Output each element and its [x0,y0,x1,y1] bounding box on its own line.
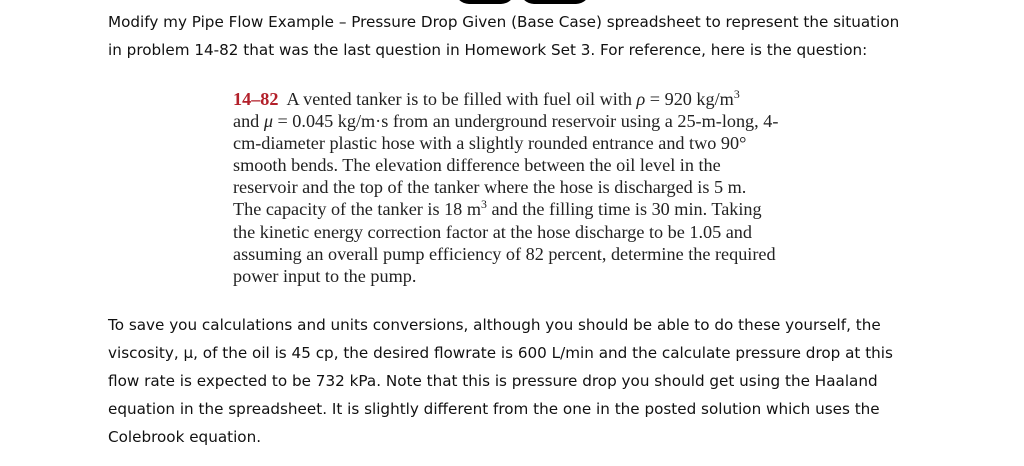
problem-line: assuming an overall pump efficiency of 82 percent, determine the required [233,243,776,264]
problem-line: and μ = 0.045 kg/m·s from an underground reservoir using a 25-m-long, 4- [233,111,779,132]
followup-line: flow rate is expected to be 732 kPa. Note that this is pressure drop you should get using the Haaland [108,372,878,390]
problem-line: 14–82 A vented tanker is to be filled with fuel oil with ρ = 920 $kg/m^3$ [233,86,740,109]
problem-line: smooth bends. The elevation difference between the oil level in the [233,155,721,176]
followup-line: To save you calculations and units conversions, although you should be able to do these yourself, the [108,316,881,334]
problem-line: cm-diameter plastic hose with a slightly rounded entrance and two 90° [233,133,747,154]
followup-line: viscosity, μ, of the oil is 45 cp, the desired flowrate is 600 L/min and the calculate pressure drop at this [108,344,893,362]
followup-line: equation in the spreadsheet. It is slightly different from the one in the posted solution which uses the [108,400,880,418]
problem-line: power input to the pump. [233,265,417,286]
intro-line: Modify my Pipe Flow Example – Pressure Drop Given (Base Case) spreadsheet to represent the situation [108,13,900,31]
problem-line: The capacity of the tanker is 18 $m^3$ and the filling time is 30 min. Taking [233,197,762,220]
problem-line: reservoir and the top of the tanker where the hose is discharged is 5 m. [233,177,747,198]
intro-line: in problem 14-82 that was the last question in Homework Set 3. For reference, here is the question: [108,41,868,59]
intro-paragraph [108,8,1008,64]
problem-number: 14–82 [233,89,279,109]
followup-line: Colebrook equation. [108,428,262,446]
cropped-dark-shape [455,0,515,4]
followup-paragraph [108,311,1008,451]
problem-excerpt [233,88,833,287]
mu-symbol: μ [263,111,273,132]
rho-symbol: ρ [636,89,646,109]
problem-line: the kinetic energy correction factor at the hose discharge to be 1.05 and [233,221,752,242]
cropped-dark-shape [520,0,590,4]
